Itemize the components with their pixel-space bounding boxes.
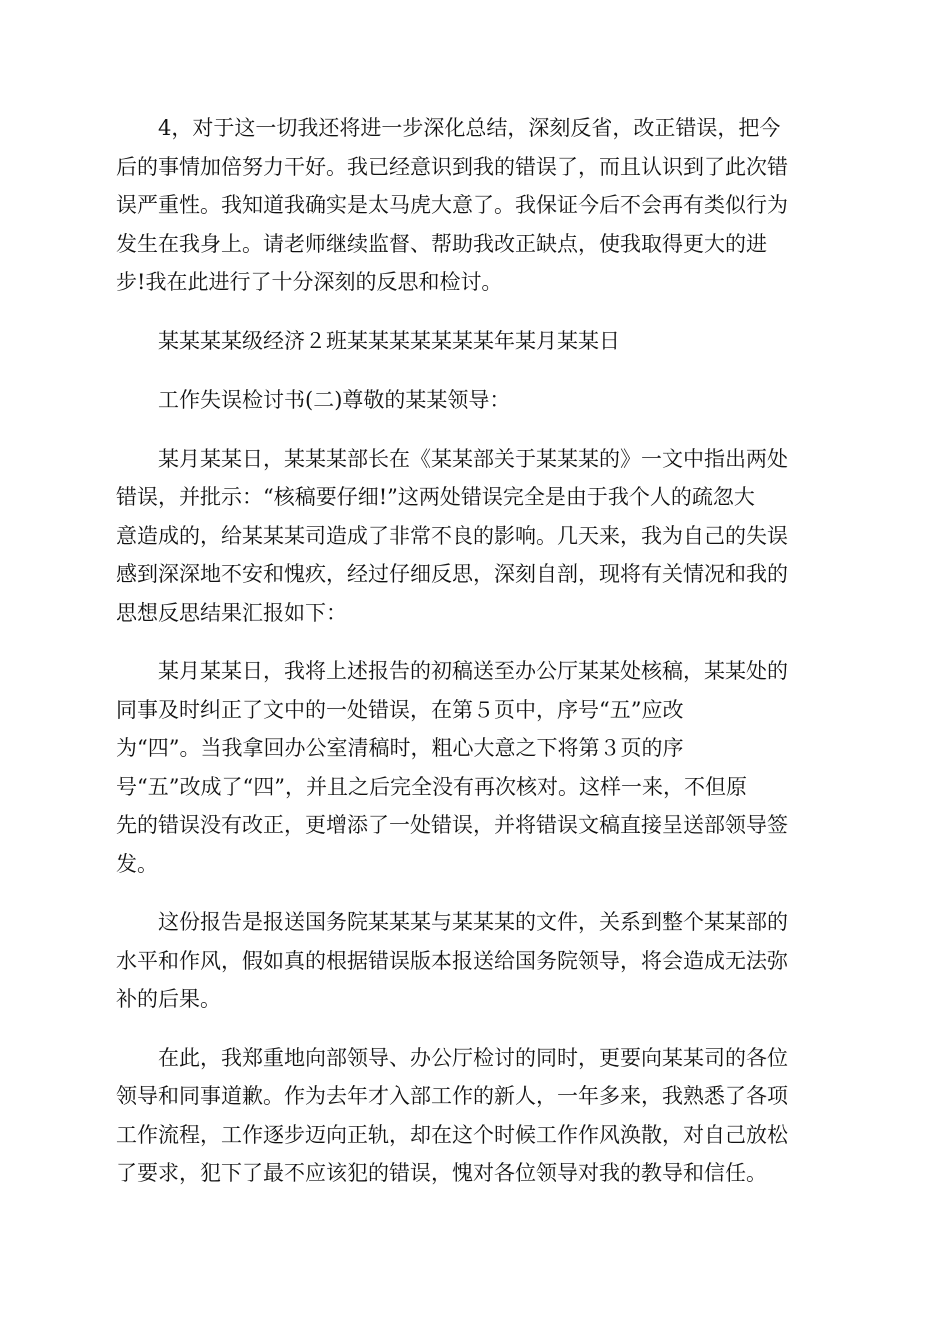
- text-line: 这份报告是报送国务院某某某与某某某的文件，关系到整个某某部的: [158, 910, 788, 934]
- text-line: 在此，我郑重地向部领导、办公厅检讨的同时，更要向某某司的各位: [158, 1045, 788, 1070]
- text-line: 同事及时纠正了文中的一处错误，在第５页中，序号“五”应改: [116, 697, 684, 722]
- text-line: 领导和同事道歉。作为去年才入部工作的新人，一年多来，我熟悉了各项: [116, 1084, 788, 1108]
- text-line: 步!我在此进行了十分深刻的反思和检讨。: [116, 270, 503, 294]
- text-line: 水平和作风，假如真的根据错误版本报送给国务院领导，将会造成无法弥: [116, 948, 788, 973]
- section-heading: [116, 381, 836, 419]
- paragraph-summary: [116, 109, 836, 302]
- text-line: 感到深深地不安和愧疚，经过仔细反思，深刻自剖，现将有关情况和我的: [116, 562, 788, 586]
- text-line: 为“四”。当我拿回办公室清稿时，粗心大意之下将第３页的序: [116, 736, 684, 760]
- paragraph-incident: [116, 440, 836, 633]
- paragraph-consequence: [116, 903, 836, 1019]
- text-line: 错误，并批示：“核稿要仔细!”这两处错误完全是由于我个人的疏忽大: [116, 485, 755, 509]
- text-line: 工作流程，工作逐步迈向正轨，却在这个时候工作作风涣散，对自己放松: [116, 1122, 788, 1147]
- document-page: [116, 109, 836, 1213]
- paragraph-details: [116, 652, 836, 883]
- text-line: 号“五”改成了“四”，并且之后完全没有再次核对。这样一来，不但原: [116, 774, 747, 799]
- text-line: 某月某某日，我将上述报告的初稿送至办公厅某某处核稿，某某处的: [158, 659, 788, 683]
- text-line: 先的错误没有改正，更增添了一处错误，并将错误文稿直接呈送部领导签: [116, 813, 788, 837]
- signature-line: [116, 322, 836, 360]
- text-line: 补的后果。: [116, 987, 221, 1011]
- text-line: 某月某某日，某某某部长在《某某部关于某某某的》一文中指出两处: [158, 446, 788, 471]
- paragraph-apology: [116, 1039, 836, 1193]
- text-line: 工作失误检讨书(二)尊敬的某某领导：: [158, 387, 511, 412]
- text-line: 发生在我身上。请老师继续监督、帮助我改正缺点，使我取得更大的进: [116, 231, 767, 256]
- text-line: 后的事情加倍努力干好。我已经意识到我的错误了，而且认识到了此次错: [116, 154, 788, 179]
- text-line: 4，对于这一切我还将进一步深化总结，深刻反省，改正错误，把今: [158, 116, 781, 140]
- text-line: 意造成的，给某某某司造成了非常不良的影响。几天来，我为自己的失误: [116, 523, 788, 548]
- text-line: 发。: [116, 851, 158, 876]
- text-line: 某某某某级经济２班某某某某某某某年某月某某日: [158, 328, 620, 353]
- text-line: 误严重性。我知道我确实是太马虎大意了。我保证今后不会再有类似行为: [116, 193, 788, 217]
- text-line: 思想反思结果汇报如下：: [116, 600, 347, 625]
- text-line: 了要求，犯下了最不应该犯的错误，愧对各位领导对我的教导和信任。: [116, 1161, 767, 1185]
